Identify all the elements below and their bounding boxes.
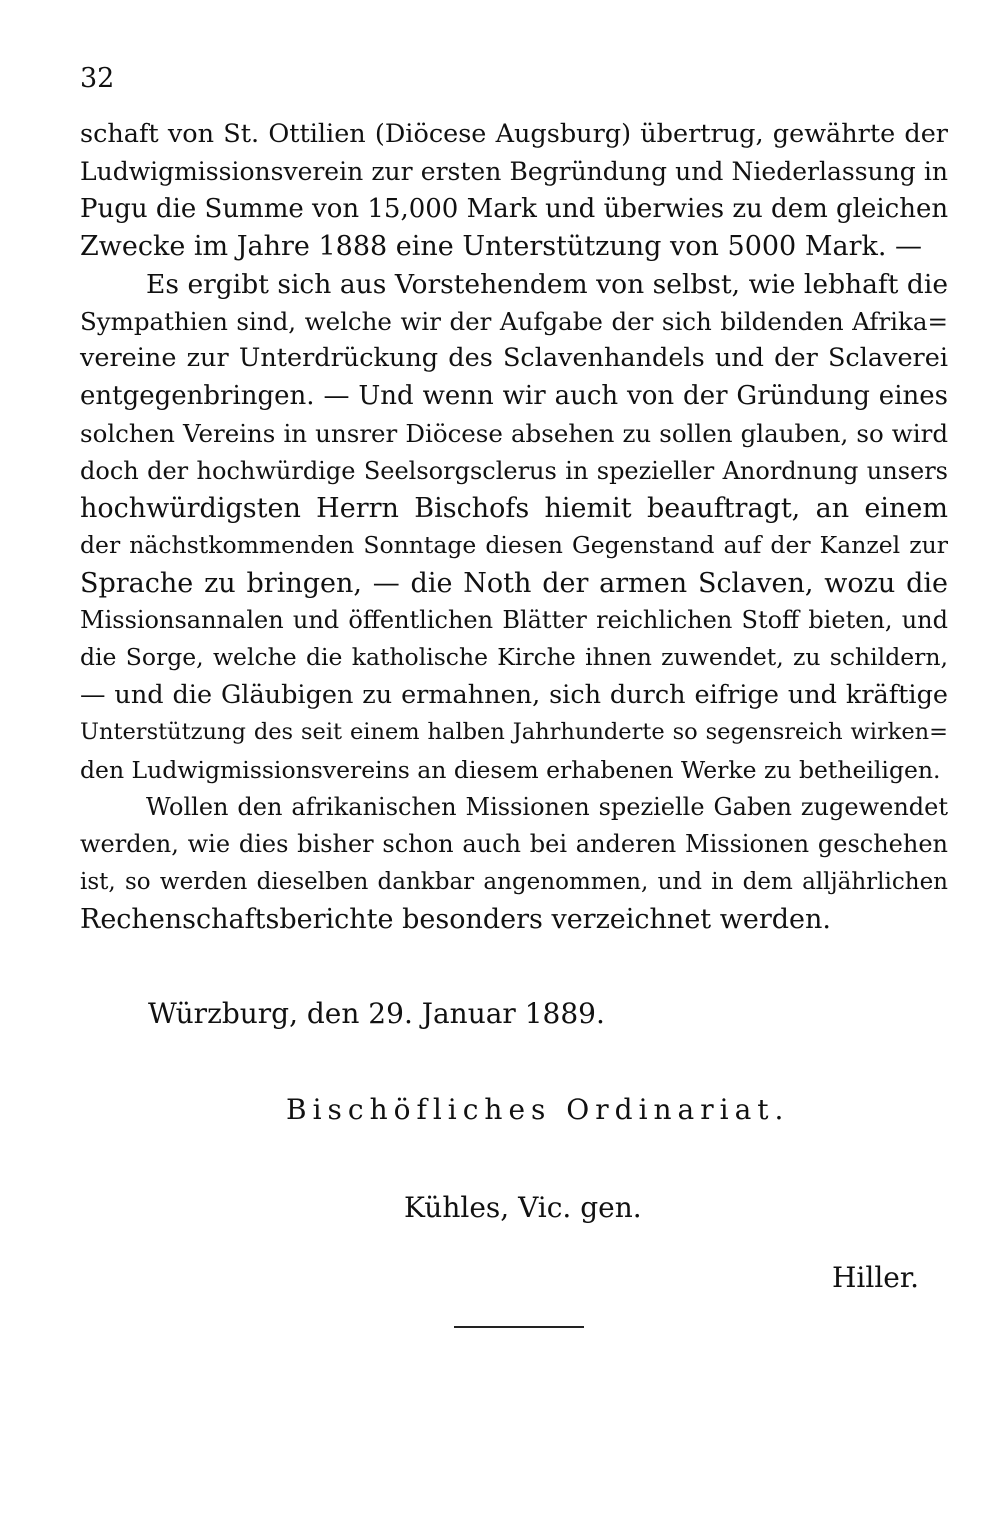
text-line: den Ludwigmissionsvereins an diesem erhabenen Werke zu betheiligen. [80, 755, 941, 784]
text-line: — und die Gläubigen zu ermahnen, sich durch eifrige und kräftige [80, 679, 948, 710]
text-line: Ludwigmissionsverein zur ersten Begründung und Niederlassung in [80, 157, 948, 187]
text-line: der nächstkommenden Sonntage diesen Gegenstand auf der Kanzel zur [80, 531, 948, 560]
dateline: Würzburg, den 29. Januar 1889. [148, 997, 605, 1030]
text-line: ist, so werden dieselben dankbar angenommen, und in dem alljährlichen [80, 868, 948, 895]
issuing-authority: Bischöfliches Ordinariat. [286, 1093, 790, 1126]
text-line: Zwecke im Jahre 1888 eine Unterstützung von 5000 Mark. — [80, 231, 922, 263]
text-line: Rechenschaftsberichte besonders verzeichnet werden. [80, 904, 831, 936]
text-line: vereine zur Unterdrückung des Sclavenhandels und der Sclaverei [80, 343, 948, 374]
text-line: doch der hochwürdige Seelsorgsclerus in spezieller Anordnung unsers [80, 456, 948, 485]
text-line: Sympathien sind, welche wir der Aufgabe der sich bildenden Afrika= [80, 306, 948, 336]
text-line: entgegenbringen. — Und wenn wir auch von der Gründung eines [80, 380, 948, 411]
text-line: Unterstützung des seit einem halben Jahrhunderte so segensreich wirken= [80, 719, 948, 746]
paragraph-start-line: Es ergibt sich aus Vorstehendem von selbst, wie lebhaft die [146, 268, 948, 300]
text-line: Pugu die Summe von 15,000 Mark und überwies zu dem gleichen [80, 193, 949, 224]
closing-rule [454, 1326, 584, 1328]
text-line: die Sorge, welche die katholische Kirche ihnen zuwendet, zu schildern, [80, 643, 948, 672]
body-text [80, 116, 948, 939]
text-line: werden, wie dies bisher schon auch bei anderen Missionen geschehen [80, 830, 948, 859]
signature-secretary: Hiller. [832, 1261, 920, 1294]
paragraph-start-line: Wollen den afrikanischen Missionen spezielle Gaben zugewendet [146, 793, 948, 822]
signature-vicar-general: Kühles, Vic. gen. [404, 1191, 642, 1224]
text-line: solchen Vereins in unsrer Diöcese absehen zu sollen glauben, so wird [80, 419, 948, 449]
text-line: Missionsannalen und öffentlichen Blätter reichlichen Stoff bieten, und [80, 606, 948, 635]
page-number: 32 [80, 63, 115, 94]
text-line: schaft von St. Ottilien (Diöcese Augsburg) übertrug, gewährte der [80, 119, 948, 149]
text-line: Sprache zu bringen, — die Noth der armen Sclaven, wozu die [80, 567, 948, 599]
text-line: hochwürdigsten Herrn Bischofs hiemit beauftragt, an einem [80, 492, 948, 524]
